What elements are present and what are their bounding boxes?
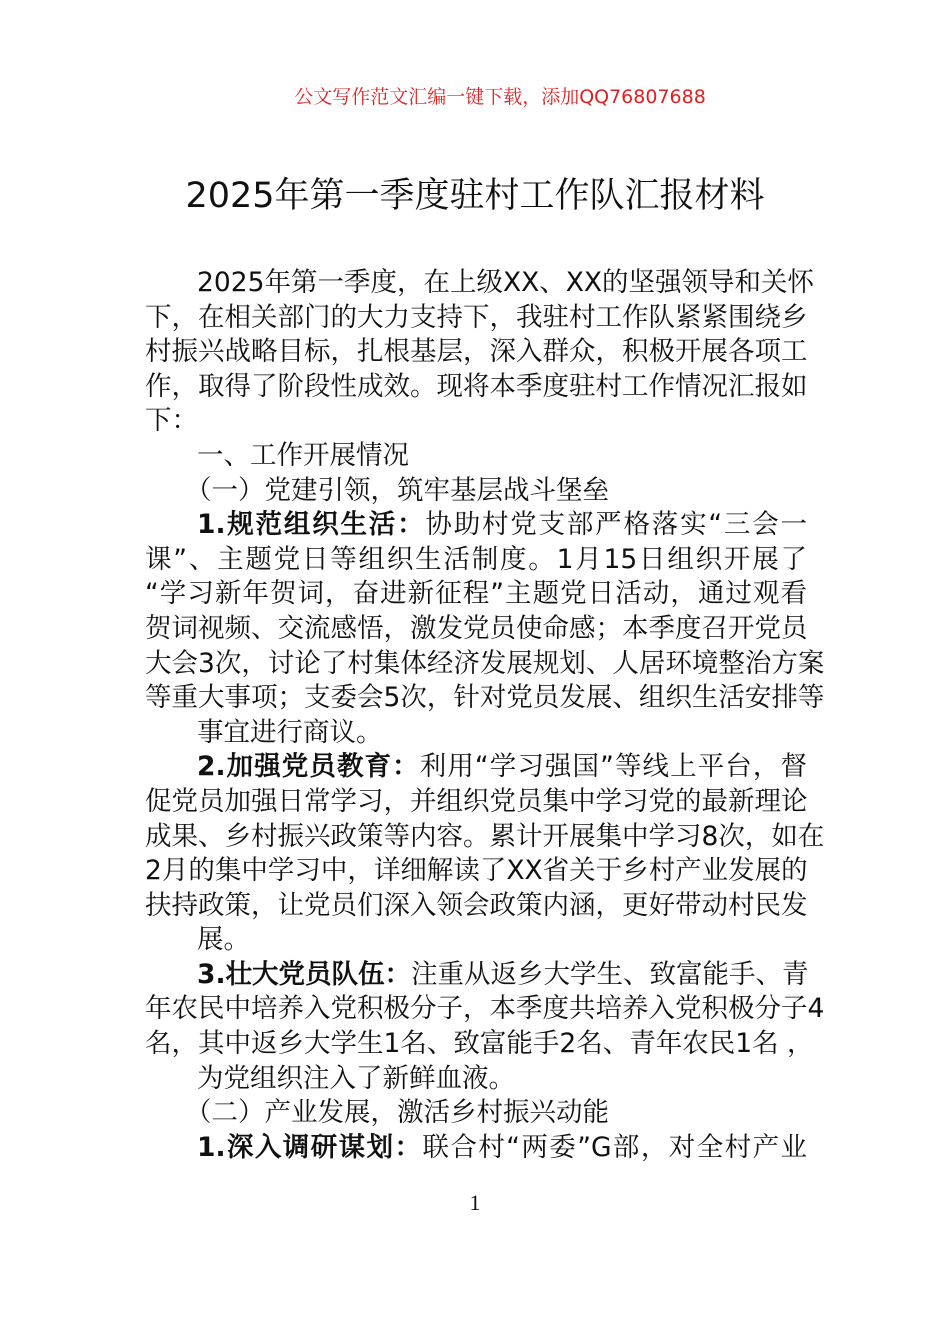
text-line — [145, 474, 807, 509]
line-text: 2月的集中学习中，详细解读了XX省关于乡村产业发展的 — [145, 855, 808, 887]
text-line — [145, 923, 807, 958]
line-text: 促党员加强日常学习，并组织党员集中学习党的最新理论 — [145, 785, 808, 817]
line-text: （二）产业发展，激活乡村振兴动能 — [185, 1097, 609, 1129]
bold-heading: 1.深入调研谋划： — [197, 1131, 423, 1163]
text-line — [145, 820, 825, 855]
line-text: 课”、主题党日等组织生活制度。1月15日组织开展了 — [145, 543, 807, 575]
line-text: 展。 — [197, 924, 250, 956]
text-line — [145, 543, 807, 578]
text-line — [145, 681, 825, 716]
text-line — [145, 785, 807, 820]
line-text: 利用“学习强国”等线上平台，督 — [419, 751, 807, 783]
text-line — [145, 404, 807, 439]
text-line — [145, 750, 807, 785]
bold-heading: 3.壮大党员队伍： — [197, 958, 412, 990]
text-line — [145, 1096, 807, 1131]
line-text: 作，取得了阶段性成效。现将本季度驻村工作情况汇报如 — [145, 370, 808, 402]
text-line — [145, 508, 807, 543]
line-text: 注重从返乡大学生、致富能手、青 — [411, 958, 809, 990]
text-line — [145, 1027, 814, 1062]
text-line — [145, 577, 807, 612]
bold-heading: 2.加强党员教育： — [197, 751, 420, 783]
text-line — [145, 958, 807, 993]
line-text: 大会3次，讨论了村集体经济发展规划、人居环境整治方案 — [145, 647, 825, 679]
bold-heading: 1.规范组织生活： — [197, 509, 426, 541]
line-text: 2025年第一季度，在上级XX、XX的坚强领导和关怀 — [197, 267, 815, 298]
line-text: 下，在相关部门的大力支持下，我驻村工作队紧紧围绕乡 — [145, 301, 808, 333]
download-banner-link[interactable]: 公文写作范文汇编一键下载，添加QQ76807688 — [294, 86, 706, 108]
line-text: 下： — [145, 405, 198, 437]
line-text: 贺词视频、交流感悟，激发党员使命感；本季度召开党员 — [145, 612, 808, 644]
page-number: 1 — [469, 1190, 481, 1215]
line-text: 名，其中返乡大学生1名、致富能手2名、青年农民1名 ， — [145, 1028, 814, 1060]
line-text: 事宜进行商议。 — [197, 716, 383, 748]
text-line — [145, 647, 825, 682]
line-text: 为党组织注入了新鲜血液。 — [197, 1062, 515, 1094]
line-text: 联合村“两委”G部，对全村产业 — [422, 1131, 807, 1163]
line-text: “学习新年贺词，奋进新征程”主题党日活动，通过观看 — [145, 578, 807, 610]
text-line — [145, 612, 807, 647]
text-line — [145, 266, 815, 301]
document-title: 2025年第一季度驻村工作队汇报材料 — [185, 176, 765, 216]
text-line — [145, 716, 807, 751]
text-line — [145, 1062, 807, 1097]
line-text: （一）党建引领，筑牢基层战斗堡垒 — [185, 474, 609, 506]
text-line — [145, 854, 807, 889]
text-line — [145, 1131, 807, 1166]
text-line — [145, 370, 807, 405]
text-line — [145, 439, 807, 474]
document-body — [145, 266, 825, 1165]
line-text: 扶持政策，让党员们深入领会政策内涵，更好带动村民发 — [145, 889, 808, 921]
text-line — [145, 992, 825, 1027]
line-text: 村振兴战略目标，扎根基层，深入群众，积极开展各项工 — [145, 336, 808, 368]
line-text: 成果、乡村振兴政策等内容。累计开展集中学习8次，如在 — [145, 820, 825, 852]
text-line — [145, 335, 807, 370]
text-line — [145, 301, 807, 336]
line-text: 等重大事项；支委会5次，针对党员发展、组织生活安排等 — [145, 682, 825, 714]
line-text: 协助村党支部严格落实“三会一 — [425, 509, 807, 541]
text-line — [145, 889, 807, 924]
line-text: 年农民中培养入党积极分子，本季度共培养入党积极分子4 — [145, 993, 825, 1025]
line-text: 一、工作开展情况 — [197, 439, 409, 471]
